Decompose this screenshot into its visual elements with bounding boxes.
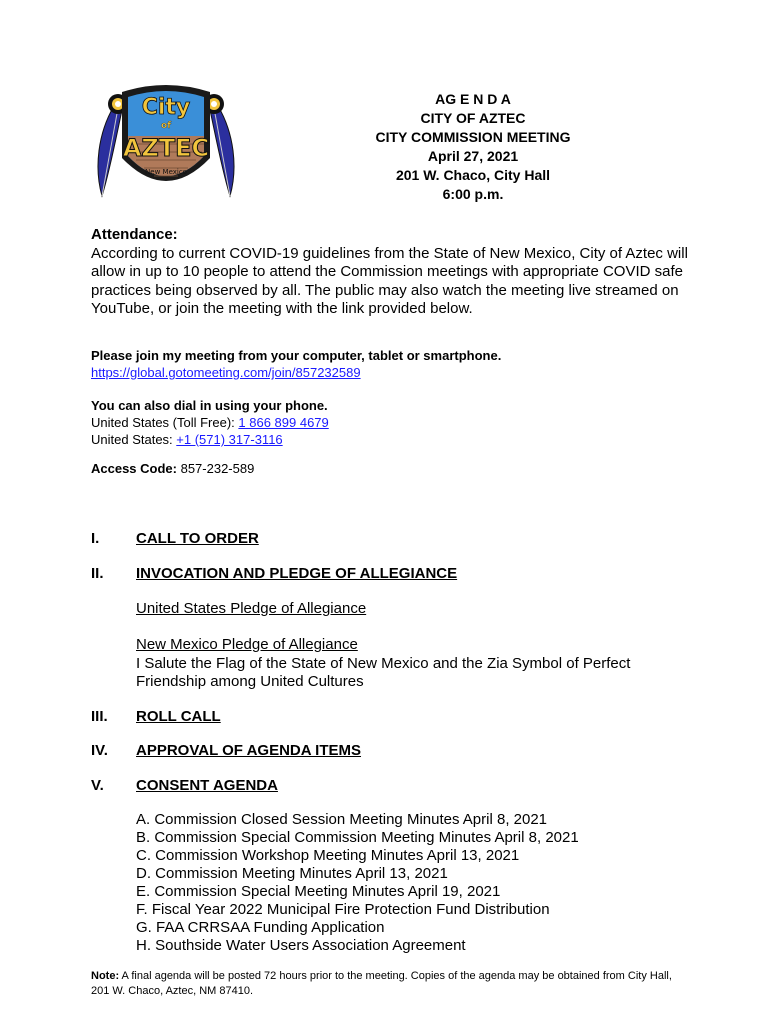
attendance-heading: Attendance: [91,226,178,243]
right-feather-icon [210,106,234,196]
note-label: Note: [91,970,120,982]
list-item: A. Commission Closed Session Meeting Minutes April 8, 2021 [136,811,548,828]
salute-text: I Salute the Flag of the State of New Mexico and the Zia Symbol of Perfect Friendship among United Cultures [136,654,631,690]
join-link[interactable]: https://global.gotomeeting.com/join/857232589 [91,365,361,380]
pledge-nm-title: New Mexico Pledge of Allegiance [136,636,358,653]
header-meeting: CITY COMMISSION MEETING [375,129,571,145]
dial-section [91,397,711,448]
agenda-item-number: II. [91,565,104,582]
us-number-link[interactable]: +1 (571) 317-3116 [176,432,283,447]
header-location: 201 W. Chaco, City Hall [395,167,551,183]
dial-text: You can also dial in using your phone. [91,398,328,413]
list-item: G. FAA CRRSAA Funding Application [136,919,385,936]
join-text: Please join my meeting from your computer, tablet or smartphone. [91,348,502,363]
header-time: 6:00 p.m. [442,186,504,202]
note-text: A final agenda will be posted 72 hours prior to the meeting. Copies of the agenda may be obtained from City Hall, 201 W. Chaco, Aztec, NM 87410. [91,970,672,997]
access-code-value: 857-232-589 [176,461,255,476]
header-agenda-title: AG E N D A [435,91,511,107]
us-number-label: United States: [91,432,177,447]
agenda-item-number: I. [91,530,100,547]
agenda-item-title: APPROVAL OF AGENDA ITEMS [136,742,362,759]
agenda-item-number: III. [91,708,108,725]
list-item: D. Commission Meeting Minutes April 13, 2021 [136,865,448,882]
tollfree-number-link[interactable]: 1 866 899 4679 [238,415,329,430]
list-item: F. Fiscal Year 2022 Municipal Fire Protection Fund Distribution [136,901,550,918]
agenda-header [318,90,628,204]
logo-line3: AZTEC [122,134,210,162]
agenda-item-title: CONSENT AGENDA [136,777,278,794]
attendance-section [91,226,701,319]
access-code-section [91,460,711,477]
attendance-body: According to current COVID-19 guidelines from the State of New Mexico, City of Aztec will allow in up to 10 people to attend the Commission meetings with appropriate COVID safe practices being observed by all. The public may also watch the meeting live streamed on YouTube, or join the meeting with the link provided below. [91,244,688,317]
list-item: H. Southside Water Users Association Agreement [136,937,466,954]
pledge-nm [136,636,716,692]
agenda-item-title: CALL TO ORDER [136,530,259,547]
list-item: E. Commission Special Meeting Minutes April 19, 2021 [136,883,501,900]
left-feather-icon [98,106,122,196]
agenda-item-number: V. [91,777,104,794]
pledge-us [136,600,716,619]
list-item: C. Commission Workshop Meeting Minutes April 13, 2021 [136,847,520,864]
tollfree-label: United States (Toll Free): [91,415,239,430]
agenda-item-title: ROLL CALL [136,708,221,725]
join-section [91,347,711,381]
header-city: CITY OF AZTEC [420,110,526,126]
pledge-us-text: United States Pledge of Allegiance [136,600,367,617]
header-date: April 27, 2021 [427,148,519,164]
agenda-item-number: IV. [91,742,108,759]
logo-line2: of [160,121,172,131]
agenda-item-title: INVOCATION AND PLEDGE OF ALLEGIANCE [136,565,458,582]
list-item: B. Commission Special Commission Meeting Minutes April 8, 2021 [136,829,579,846]
consent-agenda-list [136,811,579,955]
access-code-label: Access Code: [91,461,177,476]
city-of-aztec-logo [92,78,240,208]
footer-note [91,969,691,999]
logo-line1: City [141,95,191,120]
logo-line4: New Mexico [145,168,187,176]
